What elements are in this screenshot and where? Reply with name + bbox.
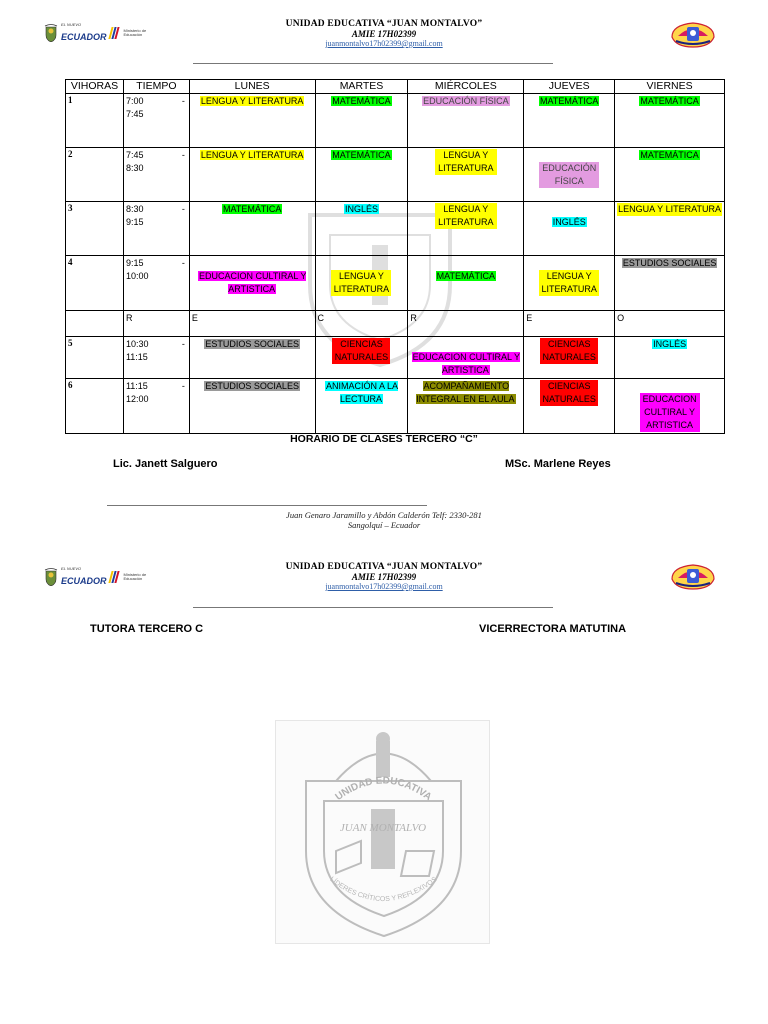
- time-dash: -: [181, 381, 185, 391]
- document-footer: [0, 510, 768, 530]
- subject-label: ESTUDIOS SOCIALES: [205, 381, 299, 391]
- seal-arc-text: UNIDAD EDUCATIVA: [333, 775, 434, 804]
- logo-ecuador-text: ECUADOR: [61, 575, 107, 586]
- time-end: 11:15: [125, 352, 148, 362]
- logo-small-text: EL NUEVO: [61, 565, 82, 571]
- period-time: [123, 202, 189, 256]
- table-row: [66, 148, 725, 202]
- recess-letter: E: [189, 311, 315, 337]
- time-dash: -: [181, 339, 185, 349]
- table-header-row: [66, 80, 725, 94]
- subject-label: LENGUA Y LITERATURA: [200, 96, 304, 106]
- subject-label: INGLÉS: [344, 204, 378, 214]
- period-number: 2: [66, 148, 124, 202]
- cell-thursday: [524, 379, 615, 434]
- subject-label: CIENCIAS NATURALES: [540, 380, 598, 406]
- subject-label: ESTUDIOS SOCIALES: [622, 258, 717, 268]
- cell-thursday: [524, 202, 615, 256]
- subject-label: ANIMACIÓN A LA LECTURA: [325, 381, 398, 404]
- header-martes: MARTES: [315, 80, 408, 94]
- school-seal-icon: [276, 721, 491, 945]
- table-row: [66, 337, 725, 379]
- time-start: 8:30: [125, 204, 144, 214]
- subject-label: EDUCACIÓN FÍSICA: [539, 162, 599, 188]
- footer-city: Sangolquí – Ecuador: [347, 520, 421, 530]
- recess-cell-empty: [66, 311, 124, 337]
- time-start: 9:15: [125, 258, 144, 268]
- time-start: 7:45: [125, 150, 144, 160]
- cell-tuesday: [315, 148, 408, 202]
- amie-code: AMIE 17H02399: [351, 572, 417, 582]
- period-number: 4: [66, 256, 124, 311]
- header-miercoles: MIÉRCOLES: [408, 80, 524, 94]
- cell-friday: [615, 94, 725, 148]
- school-seal-image: [275, 720, 490, 944]
- amie-code: AMIE 17H02399: [351, 29, 417, 39]
- subject-label: LENGUA Y LITERATURA: [200, 150, 304, 160]
- period-number: 6: [66, 379, 124, 434]
- cell-tuesday: [315, 202, 408, 256]
- subject-label: EDUCACION CULTIRAL Y ARTISTICA: [199, 271, 307, 294]
- cell-monday: [189, 148, 315, 202]
- cell-friday: [615, 379, 725, 434]
- school-email-link[interactable]: juanmontalvo17h02399@gmail.com: [325, 582, 443, 591]
- ministry-text: Ministerio de Educación: [123, 27, 147, 37]
- time-dash: -: [181, 258, 185, 268]
- period-time: [123, 256, 189, 311]
- period-number: 5: [66, 337, 124, 379]
- recess-letter: R: [123, 311, 189, 337]
- subject-label: CIENCIAS NATURALES: [332, 338, 390, 364]
- cell-monday: [189, 337, 315, 379]
- cell-wednesday: [408, 148, 524, 202]
- time-end: 7:45: [125, 109, 144, 119]
- time-end: 9:15: [125, 217, 144, 227]
- subject-label: INGLÉS: [653, 339, 687, 349]
- recess-row: [66, 311, 725, 337]
- school-crest-icon: [668, 19, 718, 49]
- header-lunes: LUNES: [189, 80, 315, 94]
- cell-thursday: [524, 337, 615, 379]
- table-row: [66, 256, 725, 311]
- cell-tuesday: [315, 337, 408, 379]
- cell-thursday: [524, 256, 615, 311]
- cell-tuesday: [315, 256, 408, 311]
- schedule-caption: HORARIO DE CLASES TERCERO “C”: [290, 433, 478, 445]
- school-name: UNIDAD EDUCATIVA “JUAN MONTALVO”: [285, 19, 483, 29]
- time-end: 12:00: [125, 394, 149, 404]
- subject-label: MATEMÁTICA: [540, 96, 599, 106]
- vice-rector-role: VICERRECTORA MATUTINA: [479, 623, 627, 635]
- table-row: [66, 94, 725, 148]
- subject-label: EDUCACION CULTIRAL Y ARTISTICA: [640, 393, 700, 432]
- school-name: UNIDAD EDUCATIVA “JUAN MONTALVO”: [285, 562, 483, 572]
- subject-label: LENGUA Y LITERATURA: [331, 270, 391, 296]
- school-email-link[interactable]: juanmontalvo17h02399@gmail.com: [325, 39, 443, 48]
- vice-rector-name: MSc. Marlene Reyes: [505, 458, 611, 470]
- subject-label: MATEMÁTICA: [332, 96, 391, 106]
- cell-friday: [615, 148, 725, 202]
- table-row: [66, 379, 725, 434]
- subject-label: LENGUA Y LITERATURA: [618, 204, 721, 214]
- footer-divider: [107, 505, 427, 506]
- subject-label: EDUCACIÓN FÍSICA: [423, 96, 509, 106]
- cell-friday: [615, 256, 725, 311]
- subject-label: MATEMÁTICA: [640, 150, 699, 160]
- subject-label: MATEMÁTICA: [332, 150, 391, 160]
- header-vihoras: VIHORAS: [66, 80, 124, 94]
- cell-wednesday: [408, 337, 524, 379]
- footer-address: Juan Genaro Jaramillo y Abdón Calderón Telf: 2330-281: [286, 510, 482, 520]
- period-time: [123, 337, 189, 379]
- cell-monday: [189, 94, 315, 148]
- time-end: 10:00: [125, 271, 149, 281]
- time-dash: -: [181, 150, 185, 160]
- subject-label: LENGUA Y LITERATURA: [435, 149, 497, 175]
- subject-label: INGLÉS: [552, 217, 586, 227]
- subject-label: ACOMPAÑAMIENTO INTEGRAL EN EL AULA: [416, 381, 515, 404]
- period-time: [123, 148, 189, 202]
- header-viernes: VIERNES: [615, 80, 725, 94]
- document-header: [0, 562, 768, 591]
- cell-monday: [189, 256, 315, 311]
- subject-label: ESTUDIOS SOCIALES: [205, 339, 299, 349]
- tutor-name: Lic. Janett Salguero: [113, 458, 218, 470]
- period-number: 1: [66, 94, 124, 148]
- time-start: 11:15: [125, 381, 148, 391]
- subject-label: LENGUA Y LITERATURA: [539, 270, 599, 296]
- recess-letter: O: [615, 311, 725, 337]
- subject-label: CIENCIAS NATURALES: [540, 338, 598, 364]
- tutor-role: TUTORA TERCERO C: [90, 623, 204, 635]
- cell-tuesday: [315, 379, 408, 434]
- logo-small-text: EL NUEVO: [61, 21, 82, 27]
- logo-ecuador-text: ECUADOR: [61, 31, 107, 42]
- time-start: 7:00: [125, 96, 144, 106]
- time-start: 10:30: [125, 339, 149, 349]
- subject-label: MATEMÁTICA: [223, 204, 282, 214]
- time-end: 8:30: [125, 163, 144, 173]
- seal-school-name: JUAN MONTALVO: [339, 822, 427, 834]
- time-dash: -: [181, 204, 185, 214]
- recess-letter: R: [408, 311, 524, 337]
- recess-letter: E: [524, 311, 615, 337]
- seal-motto: LÍDERES CRÍTICOS Y REFLEXIVOS: [328, 875, 439, 904]
- cell-monday: [189, 202, 315, 256]
- header-jueves: JUEVES: [524, 80, 615, 94]
- subject-label: MATEMÁTICA: [436, 271, 496, 281]
- cell-wednesday: [408, 379, 524, 434]
- cell-wednesday: [408, 94, 524, 148]
- recess-letter: C: [315, 311, 408, 337]
- subject-label: LENGUA Y LITERATURA: [435, 203, 497, 229]
- header-tiempo: TIEMPO: [123, 80, 189, 94]
- header-divider: [193, 607, 553, 608]
- cell-tuesday: [315, 94, 408, 148]
- cell-monday: [189, 379, 315, 434]
- subject-label: EDUCACION CULTIRAL Y ARTISTICA: [412, 352, 521, 375]
- cell-wednesday: [408, 202, 524, 256]
- subject-label: MATEMÁTICA: [640, 96, 699, 106]
- class-schedule-table: [65, 79, 725, 434]
- cell-wednesday: [408, 256, 524, 311]
- school-crest-icon: [668, 561, 718, 591]
- period-number: 3: [66, 202, 124, 256]
- period-time: [123, 94, 189, 148]
- period-time: [123, 379, 189, 434]
- time-dash: -: [181, 96, 185, 106]
- document-header: [0, 19, 768, 48]
- ministry-text: Ministerio de Educación: [123, 571, 147, 581]
- cell-friday: [615, 202, 725, 256]
- cell-thursday: [524, 148, 615, 202]
- cell-friday: [615, 337, 725, 379]
- cell-thursday: [524, 94, 615, 148]
- table-row: [66, 202, 725, 256]
- header-divider: [193, 63, 553, 64]
